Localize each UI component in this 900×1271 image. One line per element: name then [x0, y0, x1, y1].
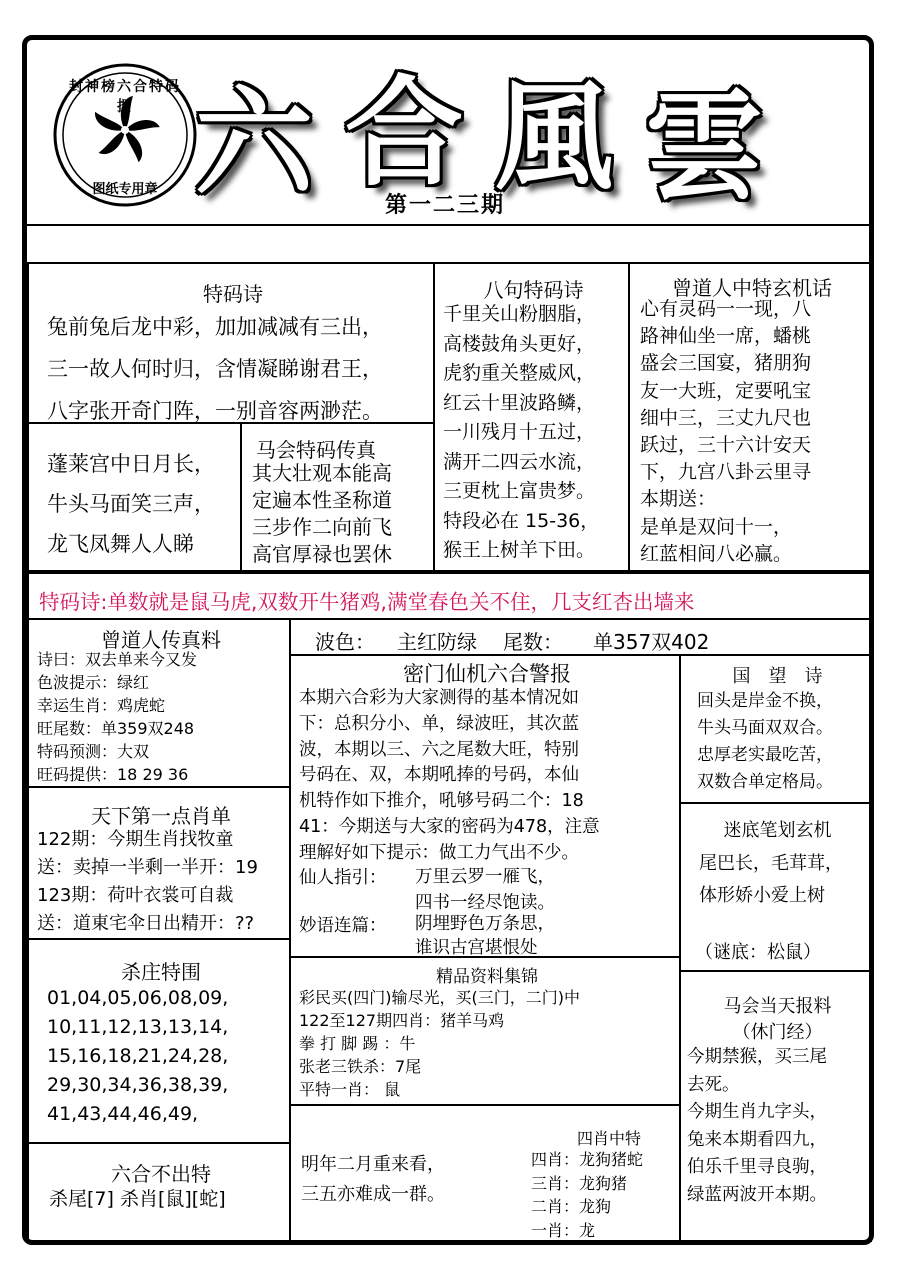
- eight-line: 红云十里波路鳞，: [443, 391, 596, 414]
- secret-list: [299, 686, 600, 867]
- eight-line: 猴王上树羊下田。: [443, 539, 596, 561]
- poem1-line: 八字张开奇门阵，一别音容两渺茫。: [47, 399, 383, 423]
- horse-fax-line: 定遍本性圣称道: [252, 488, 392, 512]
- kill-range-line: 01,04,05,06,08,09,: [47, 987, 229, 1009]
- secret-title: 密门仙机六合警报: [403, 662, 571, 686]
- secret-line: 波，本期以三、六之尾数大旺，特别: [299, 739, 579, 760]
- eight-lines-box: [433, 262, 630, 572]
- riddle-box: [679, 802, 872, 972]
- poem1-lines: [47, 306, 383, 432]
- four-zodiac-list: [531, 1148, 643, 1242]
- horse-fax-box: [240, 422, 435, 572]
- riddle-title: 迷底笔划玄机: [723, 820, 832, 841]
- bottom-poem-line: 三五亦难成一群。: [301, 1184, 445, 1205]
- poem1-line: 兔前兔后龙中彩，加加减减有三出，: [47, 315, 383, 339]
- eight-line: 三更枕上富贵梦。: [443, 480, 596, 502]
- zeng-word-line: 是单是双问十一，: [640, 515, 793, 538]
- horse-report-list: [687, 1044, 827, 1209]
- zeng-fax-box: [27, 618, 291, 788]
- short-poem-lines: [47, 444, 215, 564]
- header-divider: [27, 224, 872, 226]
- secret-box: [289, 654, 681, 958]
- zeng-fax-line: 色波提示：绿红: [37, 673, 150, 692]
- first-zodiac-list: [37, 826, 258, 938]
- horse-fax-line: 其大壮观本能高: [252, 461, 392, 485]
- secret-line: 机特作如下推介，吼够号码二个：18: [299, 791, 584, 812]
- collection-line: 122至127期四肖：猪羊马鸡: [299, 1011, 505, 1030]
- zeng-word-line: 红蓝相间八必赢。: [640, 542, 793, 565]
- zeng-word-line: 盛会三国宴，猪朋狗: [640, 352, 812, 375]
- collection-list: [299, 986, 580, 1101]
- kill-range-line: 10,11,12,13,13,14,: [47, 1016, 229, 1038]
- secret-verse-line: 阴埋野色万条思，: [415, 914, 555, 934]
- collection-line: 张老三铁杀：7尾: [299, 1057, 422, 1076]
- secret-line: 下：总积分小、单，绿波旺，其次蓝: [299, 713, 579, 734]
- secret-line: 本期六合彩为大家测得的基本情况如: [299, 688, 579, 708]
- no-out-box: [27, 1142, 291, 1242]
- zeng-word-line: 心有灵码一一现，八: [640, 298, 812, 320]
- kill-range-title: 杀庄特围: [121, 960, 201, 984]
- poem1-line: 三一故人何时归，含情凝睇谢君王，: [47, 357, 383, 381]
- zeng-word-line: 细中三，三丈九尺也: [640, 406, 812, 429]
- zeng-fax-line: 幸运生肖：鸡虎蛇: [37, 696, 166, 715]
- secret-guide-line: 四书一经尽饱读。: [415, 893, 555, 913]
- horse-fax-lines: [252, 460, 392, 568]
- horse-report-line: 伯乐千里寻良驹，: [687, 1157, 827, 1177]
- secret-line: 号码在、双，本期吼捧的号码，本仙: [299, 765, 579, 786]
- tail-value: 单357双402: [593, 630, 710, 654]
- guowang-list: [697, 688, 833, 796]
- guowang-line: 回头是岸金不换，: [697, 691, 833, 711]
- title-char-4: 雲: [645, 77, 764, 216]
- secret-guide-label: 仙人指引：: [299, 868, 387, 888]
- poem1-box: [27, 262, 435, 424]
- seal-bottom-text: 图纸专用章: [92, 182, 158, 197]
- short-poem-line: 牛头马面笑三声，: [47, 492, 215, 516]
- seal-top-text: 封神榜六合特码报: [69, 79, 181, 115]
- four-zodiac-line: 四肖：龙狗猪蛇: [531, 1150, 644, 1169]
- kill-range-line: 29,30,34,36,38,39,: [47, 1074, 229, 1096]
- collection-line: 彩民买(四门)输尽光，买(三门，二门)中: [299, 988, 580, 1007]
- horse-report-line: 去死。: [687, 1074, 740, 1095]
- kill-range-list: [47, 984, 228, 1129]
- horse-fax-title: 马会特码传真: [256, 438, 376, 462]
- zeng-fax-title: 曾道人传真料: [101, 628, 221, 652]
- collection-title: 精品资料集锦: [436, 967, 538, 987]
- horse-report-title: 马会当天报料: [723, 996, 832, 1017]
- first-zodiac-line: 122期：今期生肖找牧童: [37, 829, 234, 850]
- four-zodiac-line: 二肖：龙狗: [531, 1197, 612, 1216]
- eight-line: 满开二四云水流，: [443, 450, 596, 473]
- collection-box: [289, 956, 681, 1106]
- short-poem-line: 龙飞凤舞人人睇: [47, 532, 194, 556]
- riddle-line: 尾巴长，毛茸茸，: [699, 853, 843, 874]
- no-out-line: 杀尾[7] 杀肖[鼠][蛇]: [49, 1188, 226, 1210]
- zeng-word-line: 友一大班，定要吼宝: [640, 379, 812, 402]
- eight-lines-list: [443, 300, 599, 566]
- zeng-word-line: 下，九宫八卦云里寻: [640, 461, 812, 484]
- secret-guide-lines: [415, 864, 555, 916]
- eight-line: 虎豹重关整威风，: [443, 362, 596, 384]
- kill-range-line: 15,16,18,21,24,28,: [47, 1045, 229, 1067]
- title-char-2: 合: [345, 63, 464, 202]
- eight-line: 千里关山粉胭脂，: [443, 303, 596, 325]
- first-zodiac-line: 送：道東宅伞日出精开：??: [37, 913, 255, 934]
- secret-verse-lines: [415, 912, 555, 960]
- poem1-title: 特码诗: [203, 282, 263, 306]
- horse-report-box: [679, 970, 872, 1242]
- guowang-title: 国 望 诗: [732, 666, 823, 687]
- first-zodiac-box: [27, 786, 291, 940]
- title-char-1: 六: [195, 73, 314, 212]
- wave-label: 波色：: [315, 630, 375, 654]
- riddle-line: 体形娇小爱上树: [699, 885, 825, 906]
- horse-report-line: 兔来本期看四九，: [687, 1129, 827, 1150]
- zeng-fax-list: [37, 648, 197, 786]
- guowang-box: [679, 654, 872, 804]
- zeng-fax-line: 旺码提供：18 29 36: [37, 765, 189, 784]
- zeng-words-title: 曾道人中特玄机话: [672, 276, 832, 300]
- first-zodiac-title: 天下第一点肖单: [91, 804, 231, 828]
- first-zodiac-line: 123期：荷叶衣裳可自裁: [37, 885, 234, 906]
- horse-fax-line: 高官厚禄也罢休: [252, 542, 392, 566]
- banner-text: 特码诗:单数就是鼠马虎,双数开牛猪鸡,满堂春色关不住，几支红杏出墙来: [39, 590, 695, 614]
- bottom-middle-box: [289, 1104, 681, 1242]
- bottom-poem: [301, 1150, 445, 1210]
- short-poem-line: 蓬莱宫中日月长，: [47, 452, 215, 476]
- issue-number: 第一二三期: [385, 193, 506, 218]
- short-poem-box: [27, 422, 242, 572]
- eight-line: 一川残月十五过，: [443, 421, 596, 443]
- horse-report-line: 绿蓝两波开本期。: [687, 1184, 827, 1205]
- zeng-words-list: [640, 296, 811, 568]
- zeng-word-line: 跃过，三十六计安天: [640, 434, 812, 457]
- zeng-fax-line: 诗曰：双去单来今又发: [37, 650, 198, 669]
- banner-box: [27, 572, 872, 620]
- horse-report-subtitle: （休门经）: [732, 1022, 823, 1043]
- tail-label: 尾数：: [503, 630, 563, 654]
- secret-verse-line: 谁识古宫堪恨处: [415, 938, 538, 958]
- kill-range-line: 41,43,44,46,49,: [47, 1103, 199, 1125]
- guowang-line: 忠厚老实最吃苦，: [697, 745, 833, 765]
- horse-fax-line: 三步作二向前飞: [252, 515, 392, 539]
- guowang-line: 牛头马面双双合。: [697, 718, 833, 738]
- zeng-fax-line: 旺尾数：单359双248: [37, 719, 195, 738]
- zeng-word-line: 本期送：: [640, 488, 717, 511]
- horse-report-line: 今期禁猴，买三尾: [687, 1047, 827, 1067]
- kill-range-box: [27, 938, 291, 1144]
- horse-report-line: 今期生肖九字头，: [687, 1102, 827, 1122]
- zeng-word-line: 路神仙坐一席，蟠桃: [640, 325, 812, 348]
- zeng-fax-line: 特码预测：大双: [37, 742, 150, 761]
- zeng-words-box: [628, 262, 872, 572]
- collection-line: 平特一肖： 鼠: [299, 1080, 401, 1099]
- eight-line: 特段必在 15-36，: [443, 509, 600, 532]
- secret-verse-label: 妙语连篇：: [299, 916, 387, 936]
- secret-line: 理解好如下提示：做工力气出不少。: [299, 842, 579, 863]
- first-zodiac-line: 送：卖掉一半剩一半开：19: [37, 857, 258, 878]
- secret-guide-line: 万里云罗一雁飞，: [415, 867, 555, 887]
- riddle-list: [699, 848, 843, 912]
- four-zodiac-line: 三肖：龙狗猪: [531, 1173, 628, 1193]
- four-zodiac-title: 四肖中特: [577, 1129, 642, 1148]
- bottom-poem-line: 明年二月重来看，: [301, 1154, 445, 1175]
- secret-line: 41：今期送与大家的密码为478，注意: [299, 816, 600, 837]
- wave-value: 主红防绿: [397, 630, 477, 654]
- eight-line: 高楼鼓角头更好，: [443, 332, 596, 355]
- four-zodiac-line: 一肖：龙: [531, 1220, 596, 1240]
- collection-line: 拳 打 脚 踢 ：牛: [299, 1034, 416, 1053]
- no-out-title: 六合不出特: [111, 1162, 211, 1186]
- title-char-3: 風: [495, 67, 614, 206]
- wave-tail-box: [289, 618, 872, 656]
- eight-lines-title: 八句特码诗: [483, 278, 584, 302]
- riddle-answer: （谜底：松鼠）: [695, 942, 821, 963]
- guowang-line: 双数合单定格局。: [697, 772, 833, 792]
